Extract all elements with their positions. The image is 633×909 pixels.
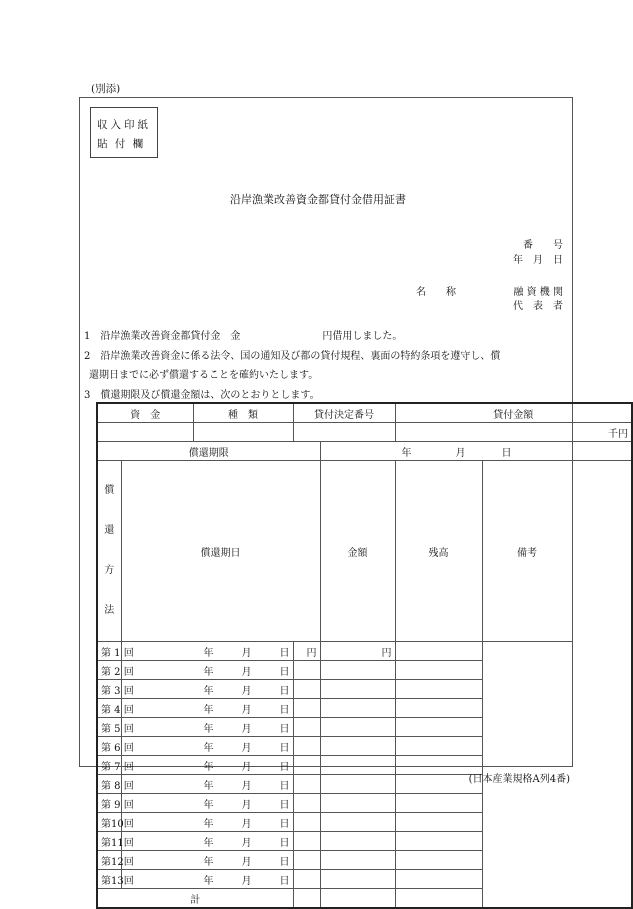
deadline-year: 年 xyxy=(401,447,412,459)
para1-number: 1 xyxy=(84,331,91,342)
para1-text-a: 沿岸漁業改善資金都貸付金 金 xyxy=(100,331,241,342)
date-month: 月 xyxy=(241,742,252,754)
installment-row xyxy=(97,680,632,699)
installment-row xyxy=(97,642,632,661)
installment-label: 第11回 xyxy=(97,832,121,851)
installment-date xyxy=(121,737,293,756)
date-day: 日 xyxy=(279,837,290,849)
date-month: 月 xyxy=(241,704,252,716)
header-repay-date: 償還期日 xyxy=(121,461,320,642)
para3-number: 3 xyxy=(84,390,91,401)
installment-amount xyxy=(293,737,320,756)
installment-label: 第10回 xyxy=(97,813,121,832)
para2-line-2: 還期日までに必ず償還することを確約いたします。 xyxy=(89,370,319,381)
date-year: 年 xyxy=(203,799,214,811)
date-year: 年 xyxy=(203,856,214,868)
installment-balance xyxy=(320,680,395,699)
date-day: 日 xyxy=(279,856,290,868)
header-remarks: 備考 xyxy=(482,461,572,642)
date-day: 日 xyxy=(279,704,290,716)
installment-label: 第 8 回 xyxy=(97,775,121,794)
header-fund: 資 金 xyxy=(97,403,193,423)
lender-label: 融 資 機 関 xyxy=(513,287,563,298)
fund-value-row xyxy=(97,423,632,442)
installment-balance xyxy=(320,756,395,775)
installment-remarks xyxy=(395,718,482,737)
deadline-label: 償還期限 xyxy=(97,442,320,461)
installment-label: 第 1 回 xyxy=(97,642,121,661)
installment-row xyxy=(97,661,632,680)
installment-balance xyxy=(320,718,395,737)
date-year: 年 xyxy=(203,742,214,754)
date-day: 日 xyxy=(279,685,290,697)
total-label: 計 xyxy=(97,889,293,909)
installment-date xyxy=(121,851,293,870)
date-day: 日 xyxy=(279,761,290,773)
installment-balance xyxy=(320,870,395,889)
installment-label: 第 2 回 xyxy=(97,661,121,680)
date-month: 月 xyxy=(241,856,252,868)
annex-label: (別添) xyxy=(91,83,121,95)
installment-label: 第 7 回 xyxy=(97,756,121,775)
installment-row xyxy=(97,794,632,813)
installment-balance xyxy=(320,851,395,870)
paragraph-3 xyxy=(84,386,320,401)
header-decision-number: 貸付決定番号 xyxy=(293,403,395,423)
footer-note: (日本産業規格A列4番) xyxy=(468,774,570,785)
total-remarks xyxy=(395,889,482,909)
loan-amount-unit: 千円 xyxy=(395,423,632,442)
installment-remarks xyxy=(395,813,482,832)
date-month: 月 xyxy=(241,685,252,697)
total-balance xyxy=(320,889,395,909)
header-row xyxy=(97,403,632,423)
installment-row xyxy=(97,699,632,718)
schedule-header-row xyxy=(97,461,632,642)
installment-remarks xyxy=(395,699,482,718)
installment-date xyxy=(121,775,293,794)
method-char-4: 法 xyxy=(104,605,115,616)
installment-remarks xyxy=(395,870,482,889)
installment-remarks xyxy=(395,832,482,851)
date-month: 月 xyxy=(241,761,252,773)
para3-text: 償還期限及び償還金額は、次のとおりとします。 xyxy=(100,390,320,401)
installment-remarks xyxy=(395,737,482,756)
installment-date xyxy=(121,832,293,851)
representative-label: 代 表 者 xyxy=(513,301,563,312)
total-row xyxy=(97,889,632,909)
installment-remarks xyxy=(395,661,482,680)
number-label: 番 号 xyxy=(523,240,563,251)
installment-row xyxy=(97,832,632,851)
installment-amount xyxy=(293,756,320,775)
installment-date xyxy=(121,661,293,680)
installment-remarks xyxy=(395,794,482,813)
installment-amount: 円 xyxy=(293,642,320,661)
date-month: 月 xyxy=(241,837,252,849)
total-amount xyxy=(293,889,320,909)
deadline-value xyxy=(320,442,632,461)
date-year: 年 xyxy=(203,761,214,773)
method-char-3: 方 xyxy=(104,565,115,576)
installment-balance xyxy=(320,813,395,832)
installment-date xyxy=(121,718,293,737)
installment-label: 第 6 回 xyxy=(97,737,121,756)
date-month: 月 xyxy=(241,818,252,830)
header-kind: 種 類 xyxy=(193,403,293,423)
date-year: 年 xyxy=(203,685,214,697)
para1-text-b: 円借用しました。 xyxy=(322,331,403,342)
date-month: 月 xyxy=(241,723,252,735)
installment-remarks xyxy=(395,642,482,661)
method-char-2: 還 xyxy=(104,525,115,536)
para2-line-1: 沿岸漁業改善資金に係る法令、国の通知及び都の貸付規程、裏面の特約条項を遵守し、償 xyxy=(100,351,501,362)
installment-row xyxy=(97,813,632,832)
header-loan-amount: 貸付金額 xyxy=(395,403,632,423)
installment-balance xyxy=(320,699,395,718)
date-year: 年 xyxy=(203,666,214,678)
date-day: 日 xyxy=(279,799,290,811)
installment-amount xyxy=(293,680,320,699)
installment-label: 第 3 回 xyxy=(97,680,121,699)
stamp-line-2: 貼 付 欄 xyxy=(97,138,146,150)
repayment-table xyxy=(96,402,633,909)
installment-row xyxy=(97,851,632,870)
installment-row xyxy=(97,737,632,756)
installment-date xyxy=(121,642,293,661)
deadline-day: 日 xyxy=(501,447,512,459)
installment-date xyxy=(121,813,293,832)
date-month: 月 xyxy=(241,799,252,811)
date-day: 日 xyxy=(279,818,290,830)
date-month: 月 xyxy=(241,647,252,659)
date-month: 月 xyxy=(241,875,252,887)
installment-balance xyxy=(320,832,395,851)
repayment-method-label xyxy=(97,461,121,642)
installment-balance xyxy=(320,661,395,680)
installment-amount xyxy=(293,718,320,737)
installment-remarks xyxy=(395,851,482,870)
date-year: 年 xyxy=(203,818,214,830)
date-label: 年 月 日 xyxy=(513,255,563,266)
date-month: 月 xyxy=(241,780,252,792)
date-year: 年 xyxy=(203,875,214,887)
installment-amount xyxy=(293,813,320,832)
installment-label: 第13回 xyxy=(97,870,121,889)
deadline-month: 月 xyxy=(455,447,466,459)
installment-balance xyxy=(320,775,395,794)
installment-amount xyxy=(293,851,320,870)
installment-balance xyxy=(320,737,395,756)
installment-remarks xyxy=(395,680,482,699)
installment-balance xyxy=(320,794,395,813)
para2-number: 2 xyxy=(84,351,91,362)
kind-value xyxy=(193,423,293,442)
installment-amount xyxy=(293,870,320,889)
date-day: 日 xyxy=(279,780,290,792)
installment-date xyxy=(121,756,293,775)
name-label: 名 称 xyxy=(416,287,456,298)
paragraph-2 xyxy=(84,347,500,381)
installment-label: 第 5 回 xyxy=(97,718,121,737)
installment-date xyxy=(121,870,293,889)
paragraph-1 xyxy=(84,327,402,342)
date-day: 日 xyxy=(279,875,290,887)
date-day: 日 xyxy=(279,647,290,659)
decision-number-value xyxy=(293,423,395,442)
date-year: 年 xyxy=(203,837,214,849)
revenue-stamp-box xyxy=(90,107,158,158)
header-amount: 金額 xyxy=(320,461,395,642)
method-char-1: 償 xyxy=(104,485,115,496)
installment-amount xyxy=(293,661,320,680)
installment-amount xyxy=(293,794,320,813)
date-year: 年 xyxy=(203,780,214,792)
installment-label: 第12回 xyxy=(97,851,121,870)
fund-value xyxy=(97,423,193,442)
date-year: 年 xyxy=(203,723,214,735)
installment-date xyxy=(121,699,293,718)
installment-row xyxy=(97,870,632,889)
date-day: 日 xyxy=(279,742,290,754)
document-title: 沿岸漁業改善資金都貸付金借用証書 xyxy=(230,193,406,206)
date-month: 月 xyxy=(241,666,252,678)
installment-date xyxy=(121,794,293,813)
date-day: 日 xyxy=(279,723,290,735)
date-day: 日 xyxy=(279,666,290,678)
header-balance: 残高 xyxy=(395,461,482,642)
installment-label: 第 4 回 xyxy=(97,699,121,718)
installment-label: 第 9 回 xyxy=(97,794,121,813)
date-year: 年 xyxy=(203,647,214,659)
installment-amount xyxy=(293,832,320,851)
installment-row xyxy=(97,718,632,737)
installment-amount xyxy=(293,775,320,794)
deadline-row xyxy=(97,442,632,461)
date-year: 年 xyxy=(203,704,214,716)
installment-balance: 円 xyxy=(320,642,395,661)
installment-date xyxy=(121,680,293,699)
installment-amount xyxy=(293,699,320,718)
stamp-line-1: 収入印紙 xyxy=(97,119,151,131)
